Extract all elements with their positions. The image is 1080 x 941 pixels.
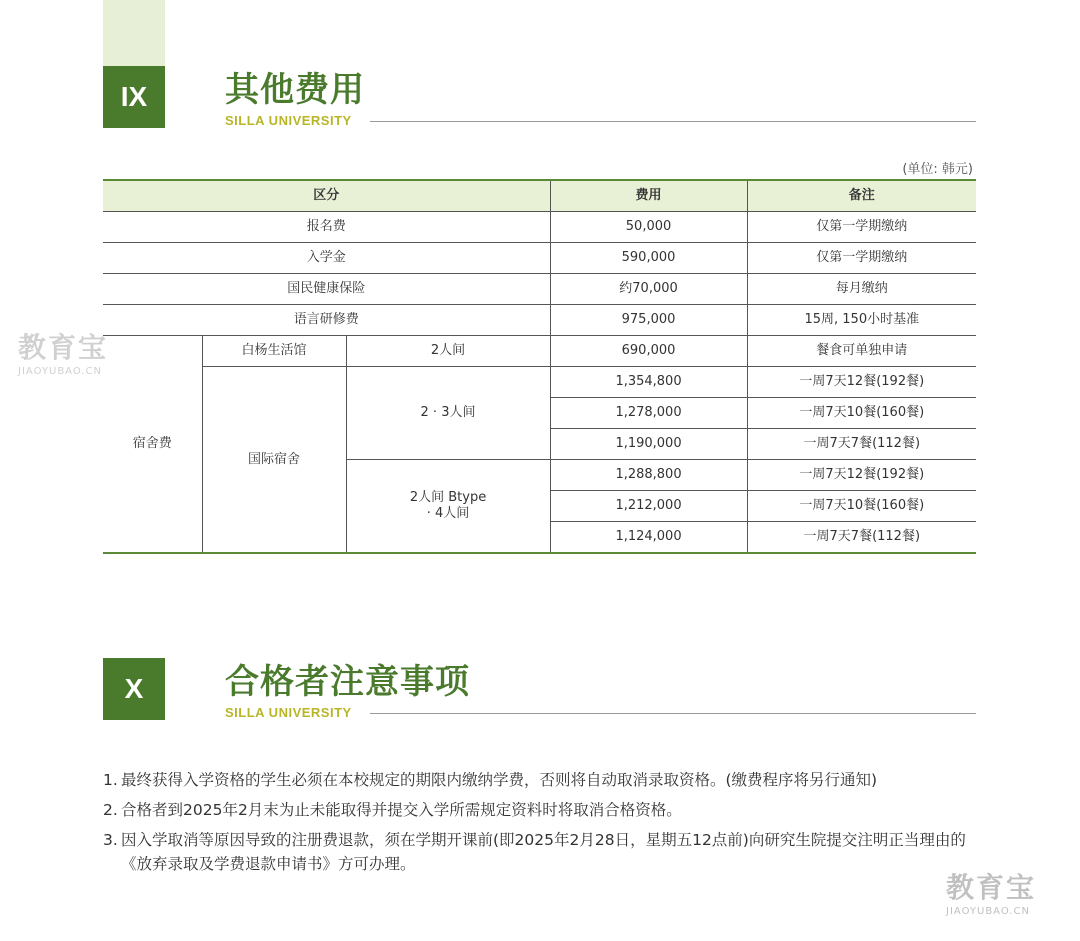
- row-note: 15周, 150小时基准: [747, 305, 976, 336]
- row-item: 报名费: [103, 212, 550, 243]
- table-row: [103, 243, 976, 274]
- note-number: 2.: [103, 801, 118, 819]
- section-ix-divider: [370, 121, 976, 122]
- row-fee: 1,190,000: [550, 429, 747, 460]
- dorm-intl-room-group2: [346, 460, 550, 554]
- row-fee: 50,000: [550, 212, 747, 243]
- row-fee: 1,288,800: [550, 460, 747, 491]
- row-fee: 590,000: [550, 243, 747, 274]
- table-row: [103, 212, 976, 243]
- section-ix-title: 其他费用: [225, 70, 365, 110]
- row-note: 一周7天12餐(192餐): [747, 367, 976, 398]
- section-x-divider: [370, 713, 976, 714]
- watermark-main: 教育宝: [946, 871, 1037, 904]
- row-item: 语言研修费: [103, 305, 550, 336]
- notes-list: [103, 768, 983, 882]
- row-note: 餐食可单独申请: [747, 336, 976, 367]
- header-category: 区分: [103, 180, 550, 212]
- header-fee: 费用: [550, 180, 747, 212]
- row-note: 一周7天10餐(160餐): [747, 398, 976, 429]
- row-note: 一周7天10餐(160餐): [747, 491, 976, 522]
- watermark-left: [18, 326, 108, 377]
- watermark-sub: JIAOYUBAO.CN: [18, 366, 102, 377]
- row-note: 仅第一学期缴纳: [747, 212, 976, 243]
- section-x-badge: X: [103, 658, 165, 720]
- note-text: 最终获得入学资格的学生必须在本校规定的期限内缴纳学费，否则将自动取消录取资格。(缴费程序将另行通知): [121, 771, 878, 789]
- row-note: 一周7天12餐(192餐): [747, 460, 976, 491]
- table-row: [103, 336, 976, 367]
- row-fee: 690,000: [550, 336, 747, 367]
- header-note: 备注: [747, 180, 976, 212]
- note-text: 因入学取消等原因导致的注册费退款，须在学期开课前(即2025年2月28日，星期五12点前)向研究生院提交注明正当理由的《放弃录取及学费退款申请书》方可办理。: [121, 831, 966, 873]
- row-fee: 1,278,000: [550, 398, 747, 429]
- room-group2-line2: · 4人间: [426, 506, 470, 521]
- section-x-subtitle: SILLA UNIVERSITY: [225, 705, 352, 720]
- section-ix-badge: IX: [103, 66, 165, 128]
- row-note: 仅第一学期缴纳: [747, 243, 976, 274]
- table-row: [103, 274, 976, 305]
- note-number: 1.: [103, 771, 118, 789]
- section-ix-subtitle: SILLA UNIVERSITY: [225, 113, 352, 128]
- list-item: [103, 828, 983, 876]
- dorm-intl-room-group1: 2 · 3人间: [346, 367, 550, 460]
- row-item: 国民健康保险: [103, 274, 550, 305]
- table-row: [103, 367, 976, 398]
- list-item: [103, 768, 983, 792]
- table-header-row: [103, 180, 976, 212]
- row-fee: 1,124,000: [550, 522, 747, 554]
- dorm-baiyang-room: 2人间: [346, 336, 550, 367]
- note-text: 合格者到2025年2月末为止未能取得并提交入学所需规定资料时将取消合格资格。: [121, 801, 682, 819]
- row-note: 每月缴纳: [747, 274, 976, 305]
- dorm-intl-name: 国际宿舍: [202, 367, 346, 554]
- room-group2-line1: 2人间 Btype: [409, 490, 487, 505]
- dorm-baiyang-name: 白杨生活馆: [202, 336, 346, 367]
- section-x-title: 合格者注意事项: [225, 662, 470, 702]
- watermark-main: 教育宝: [18, 331, 109, 364]
- row-fee: 约70,000: [550, 274, 747, 305]
- list-item: [103, 798, 983, 822]
- row-note: 一周7天7餐(112餐): [747, 522, 976, 554]
- watermark-sub: JIAOYUBAO.CN: [946, 906, 1030, 917]
- row-item: 入学金: [103, 243, 550, 274]
- row-note: 一周7天7餐(112餐): [747, 429, 976, 460]
- decorative-green-strip: [103, 0, 165, 66]
- unit-note: (单位: 韩元): [902, 162, 973, 177]
- row-fee: 1,354,800: [550, 367, 747, 398]
- row-fee: 1,212,000: [550, 491, 747, 522]
- row-fee: 975,000: [550, 305, 747, 336]
- dorm-label: 宿舍费: [103, 336, 202, 554]
- table-row: [103, 305, 976, 336]
- note-number: 3.: [103, 831, 118, 849]
- fee-table: [103, 179, 976, 554]
